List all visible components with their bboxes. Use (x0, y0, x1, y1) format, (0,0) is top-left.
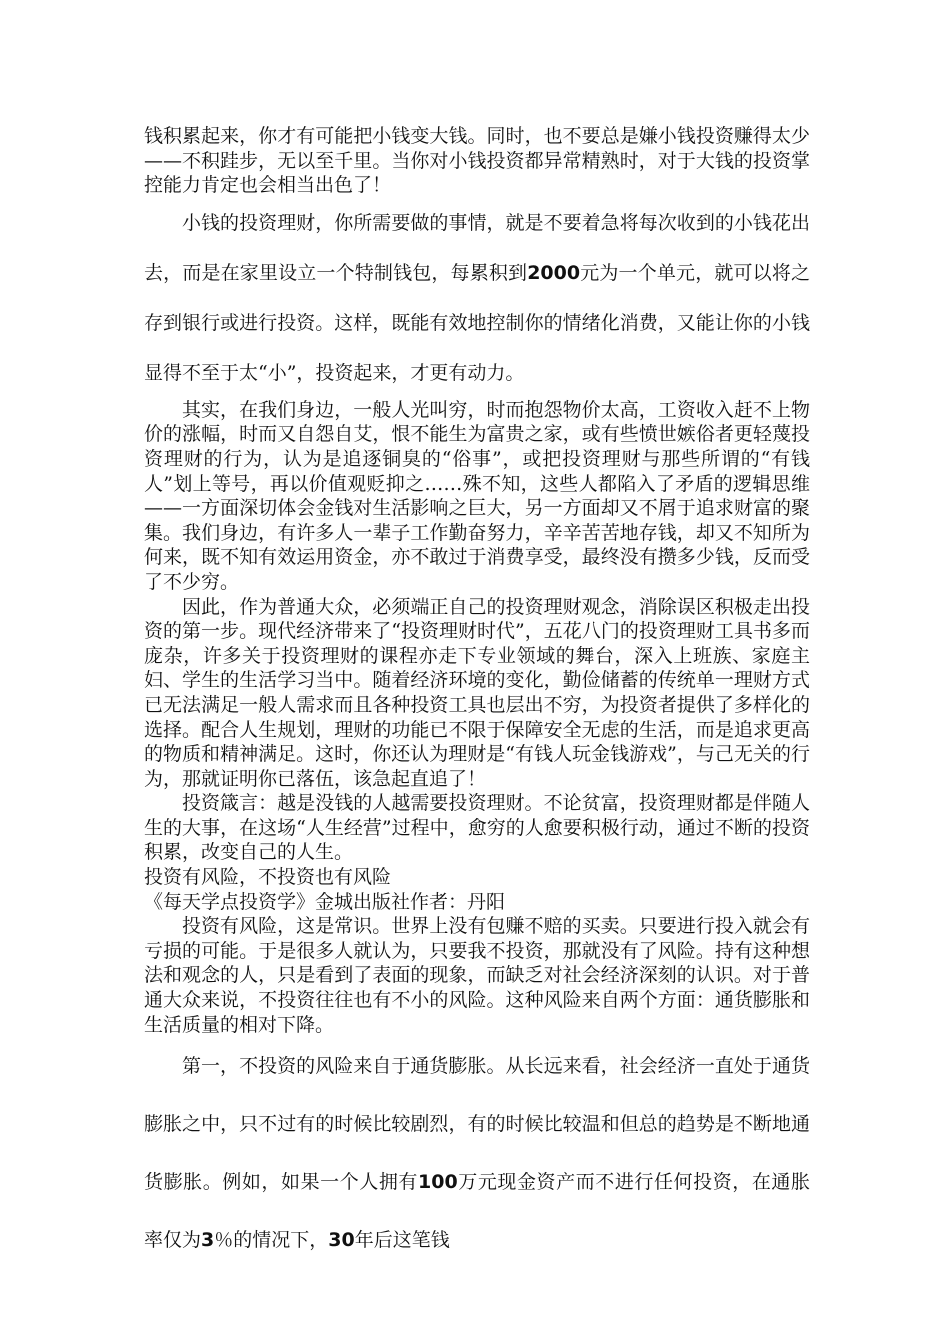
paragraph-4: 因此，作为普通大众，必须端正自己的投资理财观念，消除误区积极走出投资的第一步。现代经济带来了“投资理财时代”，五花八门的投资理财工具书多而庞杂，许多关于投资理财的课程亦走下专业领域的舞台，深入上班族、家庭主妇、学生的生活学习当中。随着经济环境的变化，勤俭储蓄的传统单一理财方式已无法满足一般人需求而且各种投资工具也层出不穷，为投资者提供了多样化的选择。配合人生规划，理财的功能已不限于保障安全无虑的生活，而是追求更高的物质和精神满足。这时，你还认为理财是“有钱人玩金钱游戏”，与己无关的行为，那就证明你已落伍，该急起直追了！ (144, 595, 810, 790)
paragraph-7-text-c: ％的情况下， (214, 1229, 329, 1252)
paragraph-2-text-b: 元为一个单元，就可以将之存到银行或进行投资。这样，既能有效地控制你的情绪化消费，又能让你的小钱显得不至于太“小”，投资起来，才更有动力。 (144, 261, 810, 384)
paragraph-5: 投资箴言：越是没钱的人越需要投资理财。不论贫富，投资理财都是伴随人生的大事，在这场“人生经营”过程中，愈穷的人愈要积极行动，通过不断的投资积累，改变自己的人生。 (144, 792, 810, 864)
paragraph-3: 其实，在我们身边，一般人光叫穷，时而抱怨物价太高，工资收入赶不上物价的涨幅，时而又自怨自艾，恨不能生为富贵之家，或有些愤世嫉俗者更轻蔑投资理财的行为，认为是追逐铜臭的“俗事”，或把投资理财与那些所谓的“有钱人”划上等号，再以价值观贬抑之……殊不知，这些人都陷入了矛盾的逻辑思维——一方面深切体会金钱对生活影响之巨大，另一方面却又不屑于追求财富的聚集。我们身边，有许多人一辈子工作勤奋努力，辛辛苦苦地存钱，却又不知所为何来，既不知有效运用资金，亦不敢过于消费享受，最终没有攒多少钱，反而受了不少穷。 (144, 398, 810, 593)
paragraph-7-text-b: 万元现金资产而不进行任何投资，在通胀率仅为 (144, 1171, 810, 1252)
paragraph-2 (144, 198, 810, 398)
paragraph-7-number-b: 3 (201, 1229, 215, 1252)
paragraph-7-number-a: 100 (418, 1171, 458, 1194)
paragraph-2-text-a: 小钱的投资理财，你所需要做的事情，就是不要着急将每次收到的小钱花出去，而是在家里设立一个特制钱包，每累积到 (144, 211, 810, 284)
paragraph-7-text-d: 年后这笔钱 (354, 1229, 450, 1252)
source-line: 《每天学点投资学》金城出版社作者：丹阳 (144, 890, 506, 913)
paragraph-1: 钱积累起来，你才有可能把小钱变大钱。同时，也不要总是嫌小钱投资赚得太少——不积跬步，无以至千里。当你对小钱投资都异常精熟时，对于大钱的投资掌控能力肯定也会相当出色了！ (144, 125, 810, 197)
paragraph-7-text-a: 第一，不投资的风险来自于通货膨胀。从长远来看，社会经济一直处于通货膨胀之中，只不过有的时候比较剧烈，有的时候比较温和但总的趋势是不断地通货膨胀。例如，如果一个人拥有 (144, 1055, 810, 1194)
paragraph-7 (144, 1037, 810, 1269)
paragraph-7-number-c: 30 (328, 1229, 355, 1252)
paragraph-2-number: 2000 (527, 261, 581, 284)
section-heading: 投资有风险，不投资也有风险 (144, 866, 392, 889)
document-body (144, 124, 810, 1269)
paragraph-6: 投资有风险，这是常识。世界上没有包赚不赔的买卖。只要进行投入就会有亏损的可能。于是很多人就认为，只要我不投资，那就没有了风险。持有这种想法和观念的人，只是看到了表面的现象，而缺乏对社会经济深刻的认识。对于普通大众来说，不投资往往也有不小的风险。这种风险来自两个方面：通货膨胀和生活质量的相对下降。 (144, 915, 810, 1036)
